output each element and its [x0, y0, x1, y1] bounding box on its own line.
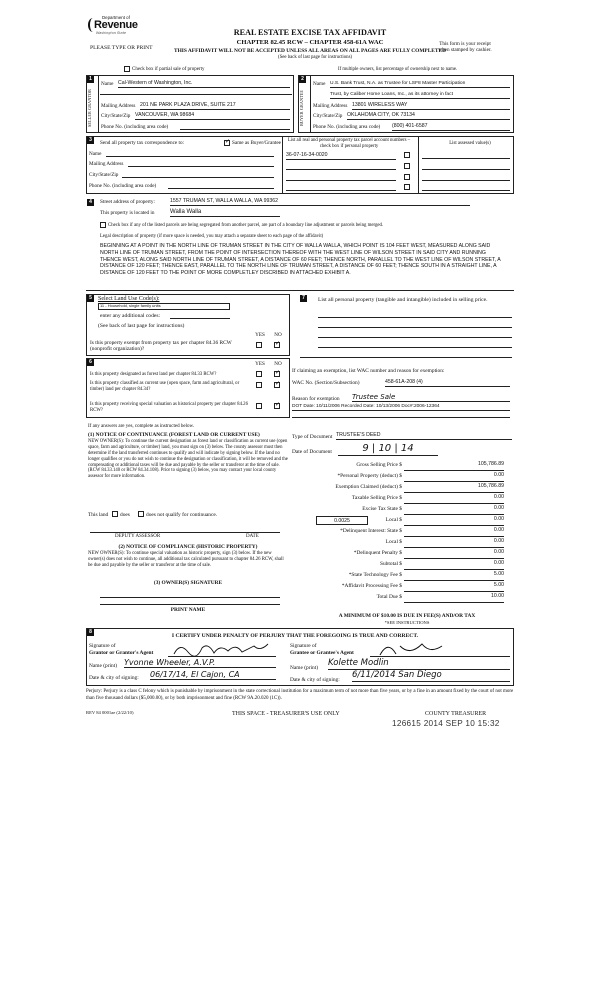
- parcel-2-pp-checkbox[interactable]: [404, 163, 410, 169]
- personal-property-line-2[interactable]: [318, 326, 512, 328]
- buyer-city-label: City/State/Zip: [313, 113, 343, 119]
- land-does-label: does: [120, 512, 130, 518]
- see-instructions: *SEE INSTRUCTIONS: [384, 620, 430, 625]
- doc-type-label: Type of Document: [292, 434, 333, 440]
- local-rate-box[interactable]: 0.0025: [316, 516, 368, 525]
- grantee-name-label: Name (print): [290, 665, 318, 671]
- grantee-signature[interactable]: [370, 640, 510, 657]
- buyer-phone[interactable]: (800) 401-6587: [392, 124, 510, 131]
- deputy-date-label: DATE: [246, 534, 259, 539]
- seller-mailing-label: Mailing Address: [101, 103, 136, 109]
- parcel-3-field[interactable]: [286, 175, 396, 181]
- reason-label: Reason for exemption: [292, 396, 340, 402]
- buyer-side-label: BUYER GRANTEE: [299, 89, 304, 127]
- forest-yes-checkbox[interactable]: [256, 371, 262, 377]
- section-3-badge: 3: [87, 137, 94, 144]
- land-does-not-checkbox[interactable]: [138, 511, 144, 517]
- section-2-badge: 2: [299, 76, 306, 83]
- grantor-date[interactable]: 06/17/14, El Cajon, CA: [150, 670, 276, 680]
- tax-row-label: Subtotal $: [379, 561, 402, 567]
- grantee-sig-label-1: Signature of: [290, 643, 317, 649]
- tax-row-value[interactable]: 0.00: [404, 561, 504, 570]
- tax-row-label: Gross Selling Price $: [356, 462, 402, 468]
- tax-row-value[interactable]: 0.00: [404, 506, 504, 515]
- tax-row-value[interactable]: 0.00: [404, 539, 504, 548]
- grantee-date[interactable]: 6/11/2014 San Diego: [352, 671, 510, 682]
- grantee-sig-label-2: Grantee or Grantee's Agent: [290, 650, 354, 656]
- logo-sub: Washington State: [96, 31, 127, 35]
- tax-row-label: *Personal Property (deduct) $: [337, 473, 402, 479]
- correspondence-label: Send all property tax correspondence to:: [100, 140, 184, 146]
- buyer-name-2[interactable]: Trust, by Caliber Home Loans, Inc., as its attorney in fact: [330, 92, 510, 99]
- section-5-badge: 5: [87, 295, 94, 302]
- personal-property-line-4[interactable]: [318, 346, 512, 348]
- historic-question: Is this property receiving special valuation as historical property per chapter 84.26 RCW?: [90, 402, 248, 413]
- exempt-question: Is this property exempt from property tax per chapter 84.36 RCW (nonprofit organization)?: [90, 340, 232, 353]
- section-4-badge: 4: [87, 199, 94, 206]
- assessed-2[interactable]: [422, 164, 510, 170]
- same-as-buyer-label: Same as Buyer/Grantee: [232, 140, 281, 146]
- doc-type[interactable]: TRUSTEE'S DEED: [336, 433, 512, 440]
- legal-description[interactable]: BEGINNING AT A POINT IN THE NORTH LINE OF TRUMAN STREET IN THE CITY OF WALLA WALLA, WHICH POINT IS 104 FEET WEST, MEASURED ALONG SAID NORTH LINE OF TRUMAN STREET, FROM THE POINT OF INTERSECTION THEREOF WITH THE WEST LINE OF WILSON STREET IN SAID CITY AND RUNNING THENCE WEST, ALONG SAID NORTH LINE OF TRUMAN STREET, A DISTANCE OF 60 FEET; THENCE NORTH, PARALLEL TO THE WEST LINE OF WILSON STREET, A DISTANCE OF 120 FEET; THENCE EAST, PARALLEL TO THE NORTH LINE OF TRUMAN STREET, A DISTANCE OF 60 FEET; THENCE SOUTH IN A STRAIGHT LINE, A DISTANCE OF 120 FEET TO THE POINT OF MORE COMPLETLEY DISCRIBED IN ATTACHED EXHIBIT A.: [100, 243, 501, 276]
- buyer-name-1[interactable]: U.S. Bank Trust, N.A. as Trustee for LSF8 Master Participation: [330, 81, 510, 88]
- same-as-buyer-checkbox[interactable]: [224, 140, 230, 146]
- county-treasurer: COUNTY TREASURER: [425, 711, 487, 717]
- personal-property-line-5[interactable]: [300, 356, 512, 358]
- tax-row-value[interactable]: 0.00: [404, 550, 504, 559]
- land-does-not-label: does not qualify for continuance.: [146, 512, 218, 518]
- grantor-date-label: Date & city of signing:: [89, 675, 139, 681]
- buyer-mailing-label: Mailing Address: [313, 103, 348, 109]
- partial-sale-checkbox[interactable]: [124, 66, 130, 72]
- section-8-badge: 8: [87, 629, 94, 636]
- tax-row-value[interactable]: 0.00: [404, 517, 504, 526]
- tax-row-label: Total Due $: [376, 594, 402, 600]
- notice2-title: (2) NOTICE OF COMPLIANCE (HISTORIC PROPERTY): [118, 544, 258, 550]
- rev-number: REV 84 0001ae (2/22/10): [86, 710, 134, 715]
- see-back-note: (See back of last page for instructions): [277, 55, 353, 60]
- historic-yes-checkbox[interactable]: [256, 403, 262, 409]
- tax-row-value[interactable]: 105,786.89: [404, 462, 504, 471]
- exempt-no-checkbox[interactable]: [274, 342, 280, 348]
- tax-row-label: Local $: [385, 539, 402, 545]
- please-type: PLEASE TYPE OR PRINT: [90, 45, 153, 51]
- seller-city-label: City/State/Zip: [101, 113, 131, 119]
- s6-yes-header: YES: [255, 361, 265, 367]
- assessed-3[interactable]: [422, 175, 510, 181]
- tax-row-label: Exemption Claimed (deduct) $: [335, 484, 402, 490]
- current-use-no-checkbox[interactable]: [274, 382, 280, 388]
- exemption-claim-label: If claiming an exemption, list WAC number and reason for exemption:: [292, 368, 445, 374]
- seller-mailing[interactable]: 201 NE PARK PLAZA DRIVE, SUITE 217: [140, 103, 290, 110]
- corr-mailing-field[interactable]: [128, 161, 274, 167]
- dot-info[interactable]: DOT Date: 10/11/2006 Recorded Date: 10/13/2006 Doc#:2006-12364: [292, 404, 510, 411]
- corr-name-field[interactable]: [106, 151, 274, 157]
- seller-name[interactable]: Cal-Western of Washington, Inc.: [118, 81, 290, 88]
- land-use-label: Select Land Use Code(s):: [98, 296, 160, 302]
- tax-row-label: Local $: [385, 517, 402, 523]
- tax-row-label: Taxable Selling Price $: [351, 495, 402, 501]
- tax-row-value[interactable]: 5.00: [404, 572, 504, 581]
- tax-row-value[interactable]: 0.00: [404, 473, 504, 482]
- tax-row-labels: [292, 462, 402, 605]
- grantor-sig-label-2: Grantor or Grantor's Agent: [89, 650, 154, 656]
- s6-no-header: NO: [274, 361, 282, 367]
- owners-signature-label: (3) OWNER(S) SIGNATURE: [153, 580, 223, 586]
- located-label: This property is located in: [100, 210, 155, 216]
- parcel-number[interactable]: 36-07-16-34-0020: [286, 153, 396, 160]
- current-use-question: Is this property classified as current use (open space, farm and agricultural, or timber) land per chapter 84.34?: [90, 381, 240, 392]
- tax-row-values: [404, 462, 504, 605]
- land-use-select[interactable]: 11 - Household, single family units: [98, 303, 230, 310]
- form-title: REAL ESTATE EXCISE TAX AFFIDAVIT: [233, 28, 387, 37]
- additional-codes-label: enter any additional codes:: [100, 313, 161, 319]
- grantee-signature-scribble: [370, 640, 510, 657]
- tax-row-label: *Delinquent Interest: State $: [340, 528, 402, 534]
- corr-mailing-label: Mailing Address: [89, 161, 124, 167]
- street-label: Street address of property:: [100, 199, 155, 205]
- tax-row-value[interactable]: 105,786.89: [404, 484, 504, 493]
- logo-word: Revenue: [94, 19, 138, 31]
- grantor-sig-label-1: Signature of: [89, 643, 116, 649]
- logo-dept: Department of: [102, 15, 130, 20]
- partial-sale-label: Check box if partial sale of property: [132, 67, 205, 72]
- parcel-list-header: List all real and personal property tax parcel account numbers – check box if personal property: [287, 138, 411, 149]
- grantee-date-label: Date & city of signing:: [290, 677, 340, 683]
- exemption-extra-line[interactable]: [292, 414, 510, 418]
- seller-phone-label: Phone No. (including area code): [101, 124, 169, 130]
- tax-row-label: *Delinquent Penalty $: [353, 550, 402, 556]
- if-yes-note: If any answers are yes, complete as instructed below.: [88, 424, 195, 429]
- grantor-signature-scribble: [168, 640, 276, 657]
- assessed-1[interactable]: [422, 153, 510, 159]
- seller-name-label: Name: [101, 81, 114, 87]
- form-warning: THIS AFFIDAVIT WILL NOT BE ACCEPTED UNLESS ALL AREAS ON ALL PAGES ARE FULLY COMPLETED: [173, 48, 446, 54]
- treasurer-space: THIS SPACE - TREASURER'S USE ONLY: [232, 711, 340, 717]
- section-7-badge: 7: [300, 295, 307, 302]
- receipt-note-1: This form is your receipt: [439, 41, 491, 47]
- wac-number[interactable]: 458-61A-208 (4): [385, 380, 510, 387]
- notice2-text: NEW OWNER(S): To continue special valuation as historic property, sign (3) below. If the new owner(s) does not wish to continue, all additional tax calculated pursuant to chapter 84.26 RCW, shall be due and payable by the seller or transferor at the time of sale.: [88, 551, 284, 568]
- parcel-2-field[interactable]: [286, 164, 396, 170]
- revenue-logo: [88, 15, 150, 43]
- perjury-notice: Perjury: Perjury is a class C felony which is punishable by imprisonment in the state correctional institution for a maximum term of not more than five years, or by a fine in an amount fixed by the court of not more than five thousand dollars ($5,000.00), or by both imprisonment and fine (RCW 9A.20.020 (1C)).: [86, 689, 514, 701]
- grantor-name-label: Name (print): [89, 663, 117, 669]
- grantor-signature[interactable]: [168, 640, 276, 657]
- buyer-mailing[interactable]: 13801 WIRELESS WAY: [352, 103, 510, 110]
- seller-phone[interactable]: [180, 124, 290, 130]
- grantor-name[interactable]: Yvonne Wheeler, A.V.P.: [124, 658, 276, 668]
- segregated-checkbox[interactable]: [100, 222, 106, 228]
- exemption-reason[interactable]: Trustee Sale: [352, 393, 510, 402]
- seller-city[interactable]: VANCOUVER, WA 98684: [135, 113, 290, 120]
- tax-row-label: *State Technology Fee $: [348, 572, 402, 578]
- street-address[interactable]: 1557 TRUMAN ST, WALLA WALLA, WA 99362: [170, 199, 470, 206]
- doc-date[interactable]: 9 | 10 | 14: [338, 443, 438, 456]
- notice1-title: (1) NOTICE OF CONTINUANCE (FOREST LAND OR CURRENT USE): [88, 432, 260, 438]
- land-does-checkbox[interactable]: [112, 511, 118, 517]
- exempt-yes-checkbox[interactable]: [256, 342, 262, 348]
- buyer-phone-label: Phone No. (including area code): [313, 124, 381, 130]
- historic-no-checkbox[interactable]: [274, 403, 280, 409]
- personal-property-line-1[interactable]: [318, 316, 512, 318]
- tax-row-value[interactable]: 0.00: [404, 495, 504, 504]
- tax-row-value[interactable]: 0.00: [404, 528, 504, 537]
- parcel-4-field[interactable]: [286, 185, 396, 191]
- section-1-badge: 1: [87, 76, 94, 83]
- corr-phone-label: Phone No. (including area code): [89, 183, 157, 189]
- tax-row-label: Excise Tax State $: [362, 506, 402, 512]
- multiple-owners-note: If multiple owners, list percentage of ownership next to name.: [338, 67, 458, 72]
- tax-row-value[interactable]: 5.00: [404, 583, 504, 592]
- personal-property-line-3[interactable]: [318, 336, 512, 338]
- form-chapter: CHAPTER 82.45 RCW – CHAPTER 458-61A WAC: [236, 39, 384, 46]
- grantee-name[interactable]: Kolette Modlin: [328, 659, 510, 670]
- tax-row-value[interactable]: 10.00: [404, 594, 504, 603]
- logo-swoosh-icon: [88, 18, 98, 32]
- assessed-4[interactable]: [422, 185, 510, 191]
- s5-yes-header: YES: [255, 332, 265, 338]
- parcel-3-pp-checkbox[interactable]: [404, 174, 410, 180]
- receipt-note-2: when stamped by cashier.: [438, 47, 492, 53]
- corr-city-field[interactable]: [122, 172, 274, 178]
- parcel-4-pp-checkbox[interactable]: [404, 184, 410, 190]
- owners-signature-field[interactable]: [100, 590, 280, 598]
- doc-date-label: Date of Document: [292, 449, 332, 455]
- treasurer-stamp: 126615 2014 SEP 10 15:32: [392, 719, 500, 728]
- minimum-notice: A MINIMUM OF $10.00 IS DUE IN FEE(S) AND/OR TAX: [338, 613, 476, 619]
- additional-codes-field[interactable]: [170, 313, 230, 319]
- wac-label: WAC No. (Section/Subsection): [292, 380, 360, 386]
- print-name-field[interactable]: [100, 602, 280, 605]
- forest-question: Is this property designated as forest land per chapter 84.33 RCW?: [90, 372, 217, 377]
- section-6-badge: 6: [87, 359, 94, 366]
- corr-city-label: City/State/Zip: [89, 172, 119, 178]
- buyer-name-label: Name: [313, 81, 326, 87]
- certify-statement: I CERTIFY UNDER PENALTY OF PERJURY THAT THE FOREGOING IS TRUE AND CORRECT.: [171, 633, 419, 639]
- personal-property-label: List all personal property (tangible and intangible) included in selling price.: [318, 297, 488, 303]
- corr-phone-field[interactable]: [168, 183, 274, 189]
- current-use-yes-checkbox[interactable]: [256, 382, 262, 388]
- s5-no-header: NO: [274, 332, 282, 338]
- parcel-1-pp-checkbox[interactable]: [404, 152, 410, 158]
- assessed-header: List assessed value(s): [449, 141, 491, 146]
- print-name-label: PRINT NAME: [170, 607, 206, 613]
- corr-name-label: Name: [89, 151, 102, 157]
- buyer-city[interactable]: OKLAHOMA CITY, OK 73134: [347, 113, 510, 120]
- land-use-see-back: (See back of last page for instructions): [98, 323, 185, 329]
- tax-row-label: *Affidavit Processing Fee $: [341, 583, 402, 589]
- this-land-label: This land: [88, 512, 109, 518]
- segregated-label: Check box if any of the listed parcels are being segregated from another parcel, are part of a boundary line adjustment or parcels being merged.: [108, 223, 384, 228]
- seller-side-label: SELLER GRANTOR: [87, 89, 92, 127]
- forest-no-checkbox[interactable]: [274, 371, 280, 377]
- located-city[interactable]: Walla Walla: [170, 209, 280, 217]
- legal-label: Legal description of property (if more space is needed, you may attach a separate sheet to each page of the affidavit): [100, 234, 324, 239]
- notice1-text: NEW OWNER(S): To continue the current designation as forest land or classification as current use (open space, farm and agriculture, or timber) land, you must sign on (3) below. The county assessor must then determine if the land transferred continues to qualify and will indicate by signing below. If the land no longer qualifies or you do not wish to continue the designation or classification, it will be removed and the compensating or additional taxes will be due and payable by the seller or transferor at the time of sale. (RCW 84.33.140 or RCW 84.34.108). Prior to signing (3) below, you may contact your local county assessor for more information.: [88, 439, 288, 480]
- deputy-assessor-label: DEPUTY ASSESSOR: [115, 534, 161, 539]
